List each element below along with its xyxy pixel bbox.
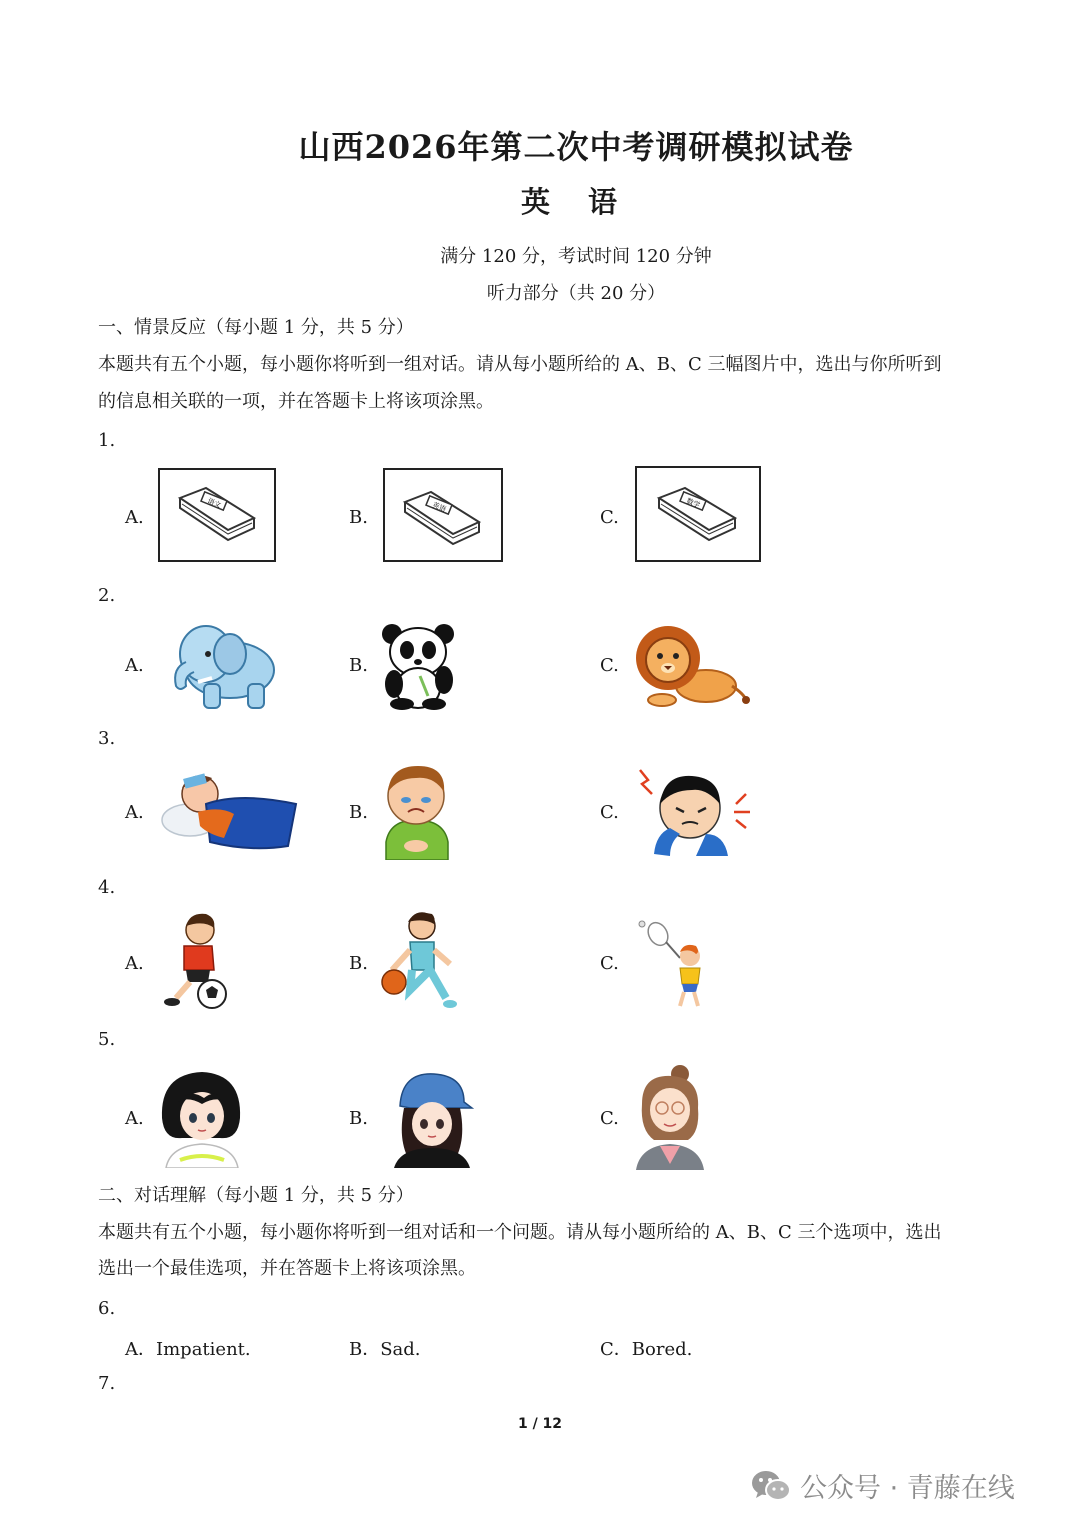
question-number: 2. (98, 585, 116, 606)
option-label-b: B. (349, 507, 368, 528)
watermark-text: 公众号 · 青藤在线 (800, 1473, 1015, 1504)
question-number: 7. (98, 1373, 116, 1394)
option-label-c: C. (600, 1108, 619, 1129)
page-number: 1 / 12 (517, 1416, 563, 1432)
crying-boy-icon (380, 762, 454, 860)
section1-heading: 一、情景反应（每小题 1 分，共 5 分） (98, 317, 414, 338)
headache-boy-icon (636, 764, 752, 858)
option-label-a: A. (125, 802, 144, 823)
sick-in-bed-icon (160, 762, 302, 858)
section1-instruction-line1: 本题共有五个小题，每小题你将听到一组对话。请从每小题所给的 A、B、C 三幅图片中，选出与你所听到 (98, 354, 942, 375)
listening-part-heading: 听力部分（共 20 分） (486, 283, 666, 304)
section2-instruction-line1: 本题共有五个小题，每小题你将听到一组对话和一个问题。请从每小题所给的 A、B、C 三个选项中，选出 (98, 1222, 942, 1243)
exam-title: 山西2026年第二次中考调研模拟试卷 (298, 128, 854, 166)
option-label-c: C. (600, 802, 619, 823)
book-label-b: 英语 (431, 500, 448, 514)
basketball-boy-icon (380, 910, 462, 1012)
option-label-c: C. (600, 507, 619, 528)
question-number: 4. (98, 877, 116, 898)
option-a: A．Impatient. (125, 1339, 251, 1360)
girl-cap-icon (390, 1068, 474, 1168)
option-label-b: B. (349, 802, 368, 823)
question-number: 3. (98, 728, 116, 749)
option-label-a: A. (125, 507, 144, 528)
book-icon (635, 466, 761, 562)
book-label-c: 数学 (685, 496, 702, 510)
option-label-c: C. (600, 953, 619, 974)
option-label-a: A. (125, 953, 144, 974)
section2-heading: 二、对话理解（每小题 1 分，共 5 分） (98, 1185, 414, 1206)
option-label-b: B. (349, 953, 368, 974)
elephant-icon (156, 618, 278, 712)
question-number: 1. (98, 430, 116, 451)
book-icon (158, 468, 276, 562)
option-label-a: A. (125, 655, 144, 676)
section2-instruction-line2: 选出一个最佳选项，并在答题卡上将该项涂黑。 (98, 1258, 476, 1279)
wechat-icon (750, 1468, 792, 1504)
badminton-boy-icon (636, 918, 712, 1014)
soccer-boy-icon (156, 912, 234, 1010)
question-number: 5. (98, 1029, 116, 1050)
option-label-a: A. (125, 1108, 144, 1129)
option-label-b: B. (349, 1108, 368, 1129)
option-label-b: B. (349, 655, 368, 676)
girl-curly-hair-icon (160, 1068, 242, 1168)
watermark (750, 1466, 1015, 1505)
section1-instruction-line2: 的信息相关联的一项，并在答题卡上将该项涂黑。 (98, 391, 494, 412)
question-number: 6. (98, 1298, 116, 1319)
option-label-c: C. (600, 655, 619, 676)
lion-icon (632, 620, 750, 710)
subject-title: 英 语 (520, 185, 632, 219)
panda-icon (380, 622, 458, 710)
girl-glasses-icon (634, 1064, 706, 1170)
book-icon (383, 468, 503, 562)
option-b: B．Sad. (349, 1339, 421, 1360)
book-label-a: 语文 (206, 496, 223, 510)
score-time-info: 满分 120 分，考试时间 120 分钟 (440, 246, 712, 267)
option-c: C．Bored. (600, 1339, 693, 1360)
